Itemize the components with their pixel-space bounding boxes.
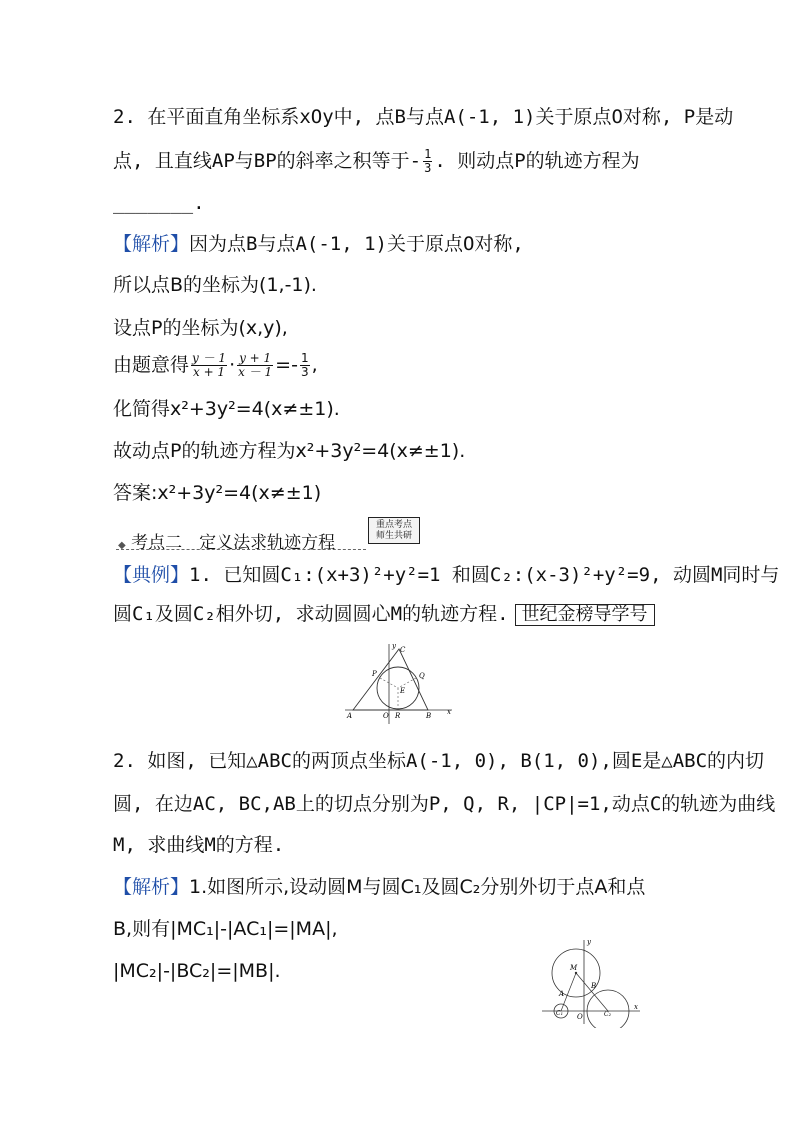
badge-line-2: 师生共研: [375, 530, 412, 541]
figure1-label-p: P: [372, 670, 377, 678]
fraction-1-num: y － 1: [192, 351, 227, 365]
circle-c2: [587, 990, 629, 1028]
solution-2-line-6: 故动点P的轨迹方程为x²+3y²=4(x≠±1).: [113, 440, 466, 462]
triangle-incircle-figure: [340, 640, 460, 728]
fraction-1: [191, 352, 227, 379]
example-line-1-text: 1. 已知圆C₁:(x+3)²+y²=1 和圆C₂:(x-3)²+y²=9, 动圆M同时与: [189, 564, 780, 586]
solution-2-line-5: 化简得x²+3y²=4(x≠±1).: [113, 398, 340, 420]
answer-blank: _______.: [113, 192, 205, 214]
solution-ex-line-2: B,则有|MC₁|-|AC₁|=|MA|,: [113, 918, 338, 940]
problem-ex2-line-2: 圆, 在边AC, BC,AB上的切点分别为P, Q, R, |CP|=1,动点C的轨迹为曲线: [113, 793, 776, 815]
example-label: 【典例】: [113, 564, 190, 586]
multiply-dot: ·: [229, 354, 236, 377]
example-line-1: [113, 566, 779, 585]
figure2-label-m: M: [570, 964, 578, 972]
solution-2-line-7: 答案:x²+3y²=4(x≠±1): [113, 482, 322, 504]
tangent-circles-figure: [540, 936, 644, 1028]
section-badge: [368, 517, 420, 544]
solution-2-line-4: [113, 352, 318, 379]
figure1-label-r: R: [395, 712, 401, 720]
trailing-comma: ,: [311, 354, 318, 377]
fraction-numerator: 1: [424, 147, 432, 161]
fraction-2-den: x － 1: [238, 365, 273, 380]
fraction-1-den: x + 1: [192, 365, 226, 380]
figure1-label-q: Q: [419, 672, 425, 680]
figure1-label-a: A: [347, 712, 353, 720]
analysis-label: 【解析】: [113, 233, 190, 255]
fraction-2: [237, 352, 273, 379]
slope-fraction: [423, 148, 432, 175]
figure1-label-y: y: [392, 642, 396, 650]
figure1-label-o: O: [383, 712, 389, 720]
fraction-denominator: 3: [424, 161, 432, 176]
solution-ex-line-1-text: 1.如图所示,设动圆M与圆C₁及圆C₂分别外切于点A和点: [189, 876, 646, 898]
section-bullet: ◆: [118, 540, 126, 551]
fraction-3-num: 1: [300, 351, 309, 365]
problem-ex2-line-1: 2. 如图, 已知△ABC的两顶点坐标A(-1, 0), B(1, 0),圆E是△ABC的内切: [113, 750, 765, 772]
figure2-label-y: y: [587, 938, 591, 946]
solution-2-line-4-pre: 由题意得: [113, 354, 190, 377]
section-title-text: 考点二 定义法求轨迹方程: [131, 533, 336, 553]
solution-ex-line-3: |MC₂|-|BC₂|=|MB|.: [113, 960, 281, 982]
fraction-3-den: 3: [300, 365, 309, 380]
problem-line-1: 2. 在平面直角坐标系xOy中, 点B与点A(-1, 1)关于原点O对称, P是动: [113, 106, 734, 128]
example-line-2-text: 圆C₁及圆C₂相外切, 求动圆圆心M的轨迹方程.: [113, 603, 509, 625]
figure1-label-e: E: [400, 687, 406, 695]
badge-line-1: 重点考点: [375, 520, 412, 530]
fraction-2-num: y + 1: [239, 351, 272, 365]
figure2-label-a: A: [559, 990, 565, 998]
point-m: [575, 972, 577, 974]
solution-2-line-1: [113, 235, 524, 254]
figure2-label-o: O: [577, 1013, 583, 1021]
segment-c2-m: [576, 973, 608, 1011]
figure1-label-x: x: [447, 708, 451, 716]
equals-minus: =-: [275, 354, 298, 377]
solution-2-line-1-text: 因为点B与点A(-1, 1)关于原点O对称,: [189, 233, 524, 255]
figure1-label-b: B: [426, 712, 432, 720]
fraction-3: [300, 352, 310, 379]
problem-ex2-line-3: M, 求曲线M的方程.: [113, 834, 285, 856]
figure2-label-b: B: [591, 982, 597, 990]
figure1-label-c: C: [400, 646, 406, 654]
problem-line-2-post: . 则动点P的轨迹方程为: [434, 150, 640, 173]
figure2-label-c2: C₂: [604, 1011, 611, 1018]
source-tag: 世纪金榜导学号: [515, 604, 655, 626]
section-underline: [116, 549, 366, 550]
solution-ex-line-1: [113, 878, 645, 897]
problem-line-2-pre: 点, 且直线AP与BP的斜率之积等于-: [113, 150, 422, 173]
example-line-2: [113, 604, 655, 626]
analysis-label-2: 【解析】: [113, 876, 190, 898]
solution-2-line-3: 设点P的坐标为(x,y),: [113, 317, 288, 339]
figure2-label-x: x: [634, 1003, 638, 1011]
figure2-label-c1: C₁: [556, 1010, 563, 1017]
solution-2-line-2: 所以点B的坐标为(1,-1).: [113, 274, 317, 296]
problem-line-2: [113, 148, 640, 175]
